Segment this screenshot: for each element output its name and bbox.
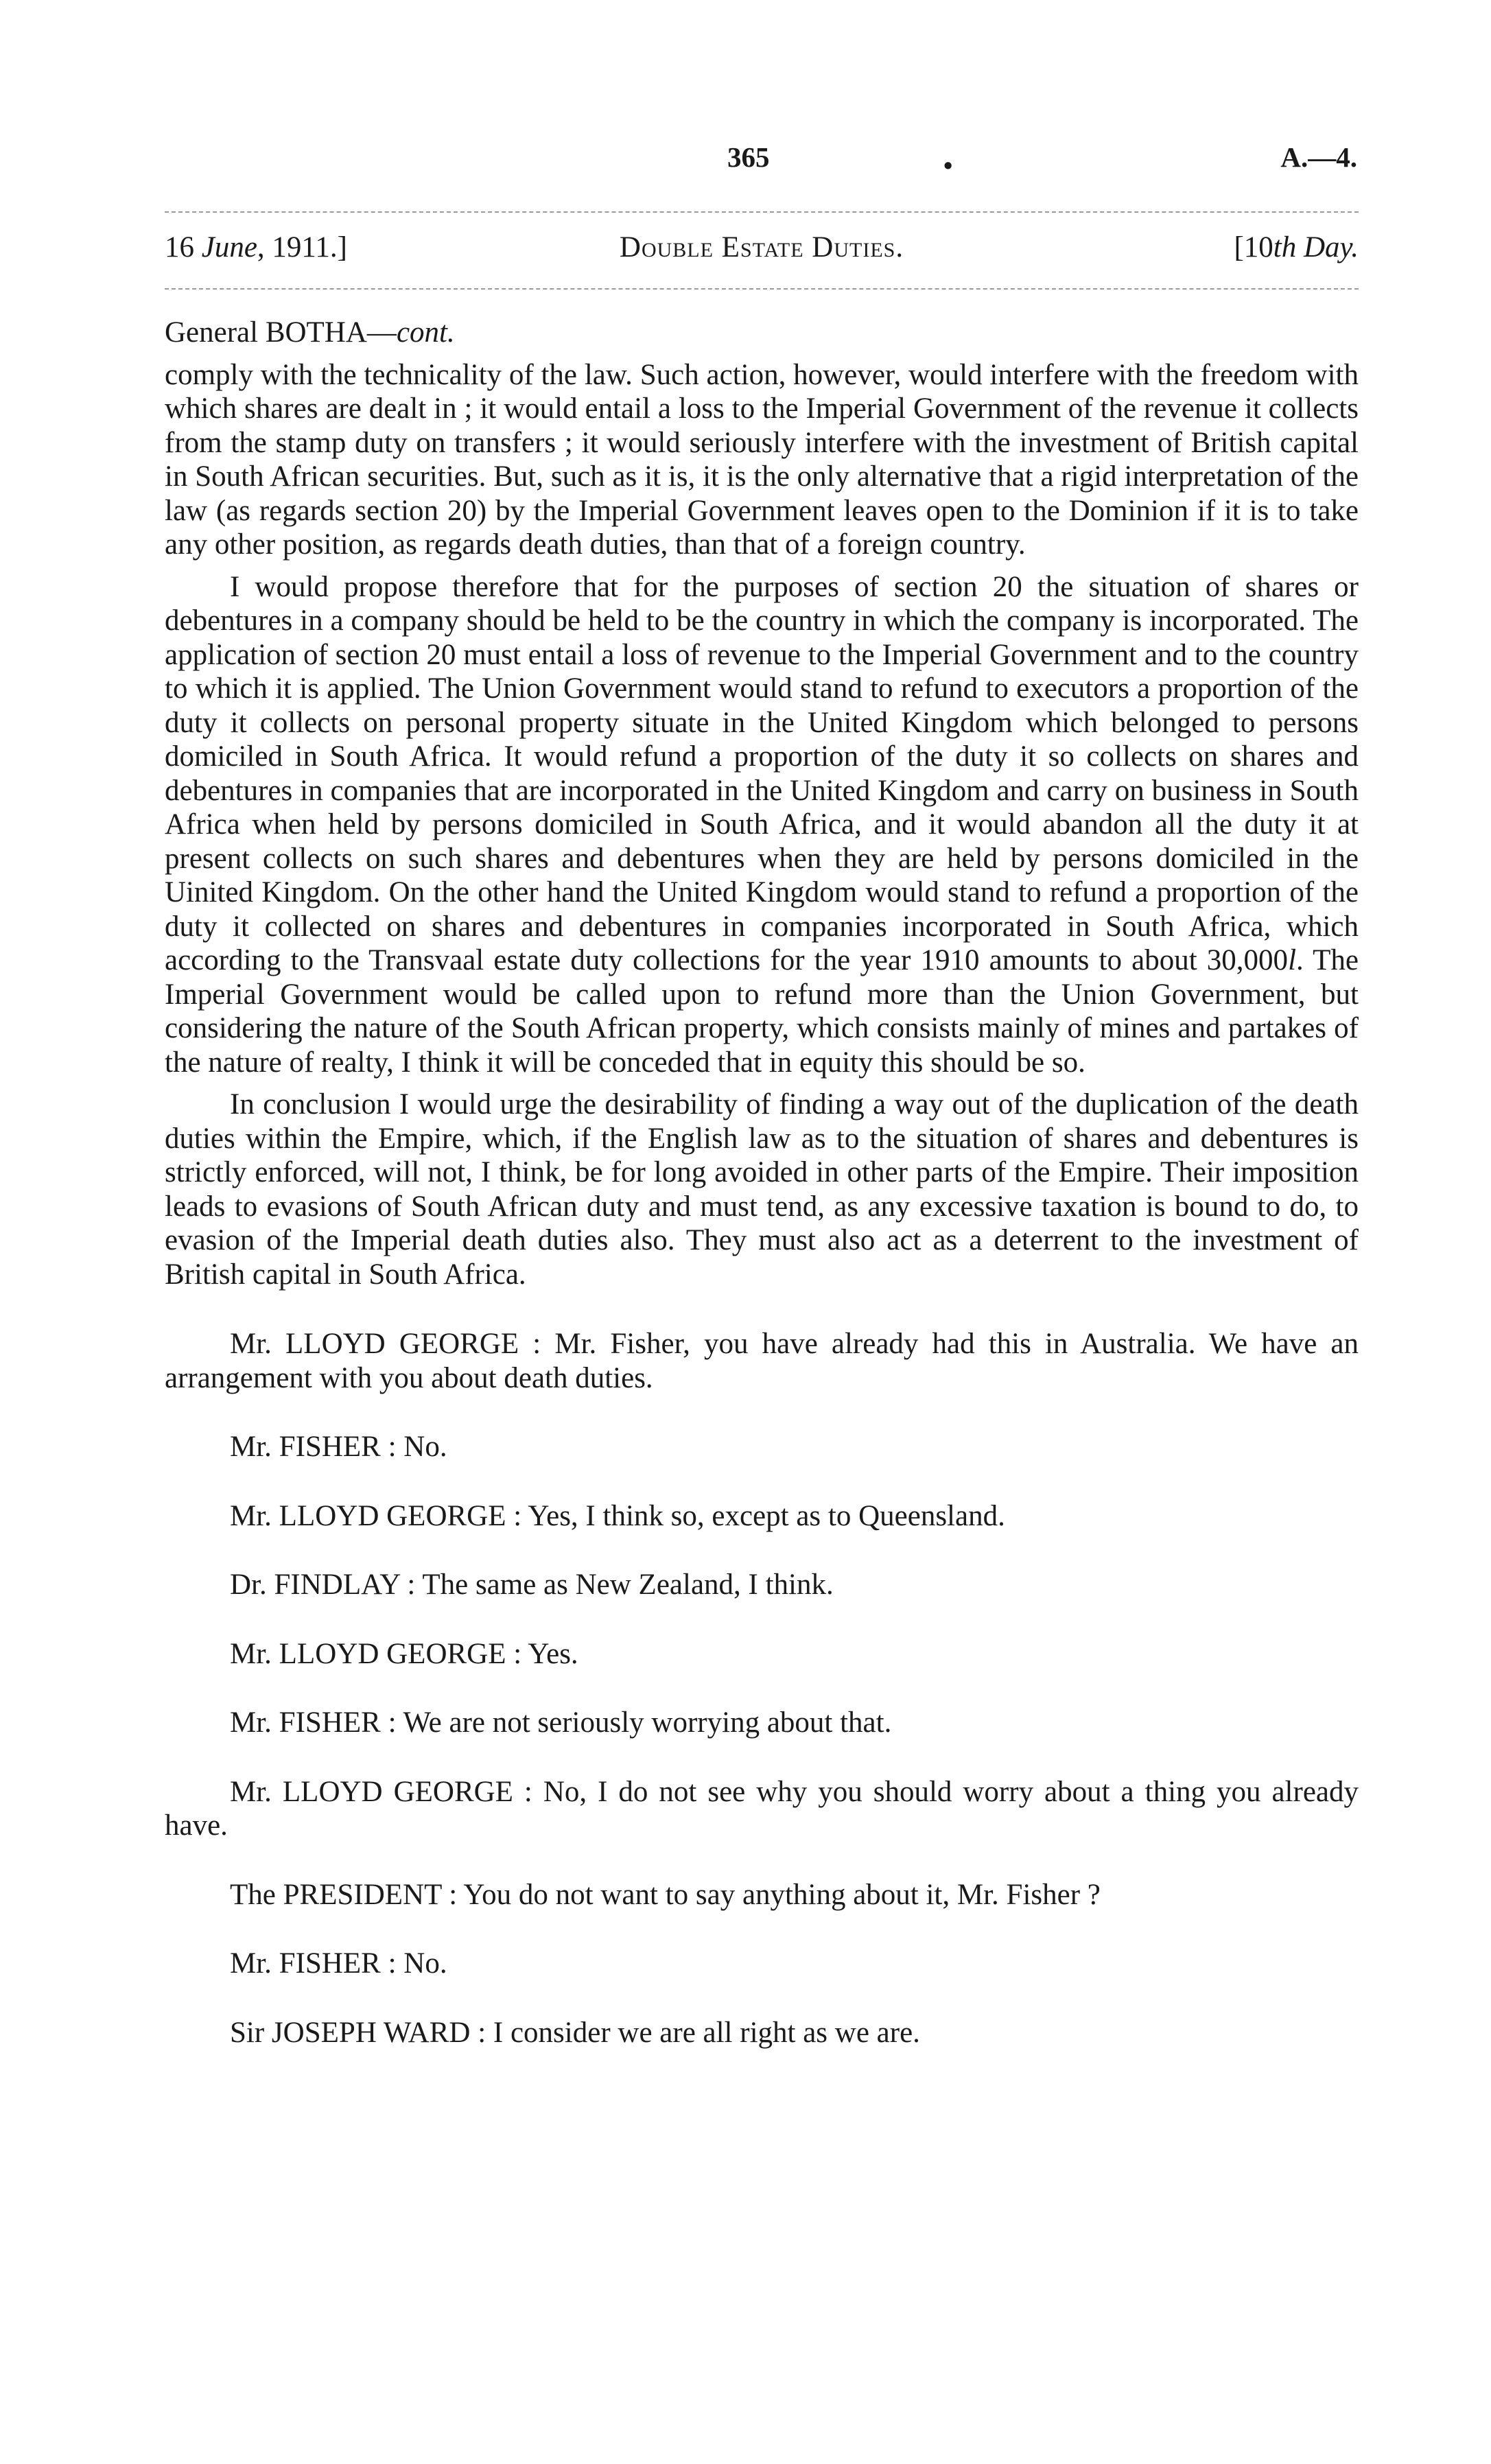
exchange-line: Mr. LLOYD GEORGE : Yes, I think so, except as to Queensland.: [230, 1499, 1005, 1532]
running-head: [165, 231, 1359, 272]
exchange-line: The PRESIDENT : You do not want to say anything about it, Mr. Fisher ?: [230, 1878, 1101, 1911]
paragraph-continued: comply with the technicality of the law. Such action, however, would interfere with the freedom with which shares are dealt in ; it would entail a loss to the Imperial Government of the revenue it collects from the stamp duty on transfers ; it would seriously interfere with the investment of British capital in South African securities. But, such as it is, it is the only alternative that a rigid interpretation of the law (as regards section 20) by the Imperial Government leaves open to the Dominion if it is to take any other position, as regards death duties, than that of a foreign country.: [165, 358, 1359, 561]
page-number: 365: [727, 141, 770, 173]
running-head-title: Double Estate Duties.: [619, 231, 904, 263]
exchange-line: Dr. FINDLAY : The same as New Zealand, I think.: [230, 1569, 834, 1601]
exchange-line: Mr. FISHER : We are not seriously worrying about that.: [230, 1706, 892, 1739]
running-head-day: [10th Day.: [1234, 231, 1359, 263]
exchange-line: Mr. LLOYD GEORGE : Yes.: [230, 1637, 578, 1670]
header-dot: •: [943, 152, 953, 180]
paragraph-conclusion: In conclusion I would urge the desirability of finding a way out of the duplication of the death duties within the Empire, which, if the English law as to the situation of shares and debentures is strictly enforced, will not, I think, be for long avoided in other parts of the Empire. Their imposition leads to evasions of South African duty and must tend, as any excessive taxation is bound to do, to evasion of the Imperial death duties also. They must also act as a deterrent to the investment of British capital in South Africa.: [165, 1088, 1359, 1291]
running-head-date: 16 June, 1911.]: [165, 231, 347, 263]
exchange-line: Sir JOSEPH WARD : I consider we are all right as we are.: [230, 2016, 920, 2049]
exchange-line: Mr. LLOYD GEORGE : Mr. Fisher, you have already had this in Australia. We have an arrangement with you about death duties.: [165, 1328, 1359, 1394]
speaker-heading: General BOTHA—cont.: [165, 316, 455, 349]
exchange-line: Mr. LLOYD GEORGE : No, I do not see why you should worry about a thing you already have.: [165, 1775, 1359, 1842]
exchange-line: Mr. FISHER : No.: [230, 1431, 447, 1463]
header-rule-top: [165, 211, 1359, 213]
body-text: [165, 316, 1359, 2085]
paper-reference: A.—4.: [1280, 141, 1357, 173]
exchange-line: Mr. FISHER : No.: [230, 1947, 447, 1980]
header-rule-bottom: [165, 288, 1359, 290]
paragraph-proposal: I would propose therefore that for the purposes of section 20 the situation of shares or debentures in a company should be held to be the country in which the company is incorporated. The application of section 20 must entail a loss of revenue to the Imperial Government and to the country to which it is applied. The Union Government would stand to refund to executors a proportion of the duty it collects on personal property situate in the United Kingdom which belonged to persons domiciled in South Africa. It would refund a proportion of the duty it so collects on shares and debentures in companies that are incorporated in the United Kingdom and carry on business in South Africa when held by persons domiciled in South Africa, and it would abandon all the duty it at present collects on such shares and debentures when they are held by persons domiciled in the Uinited Kingdom. On the other hand the United Kingdom would stand to refund a proportion of the duty it collected on shares and debentures in companies incorporated in South Africa, which according to the Transvaal estate duty collections for the year 1910 amounts to about 30,000l. The Imperial Government would be called upon to refund more than the Union Government, but considering the nature of the South African property, which consists mainly of mines and partakes of the nature of realty, I think it will be conceded that in equity this should be so.: [165, 570, 1359, 1079]
